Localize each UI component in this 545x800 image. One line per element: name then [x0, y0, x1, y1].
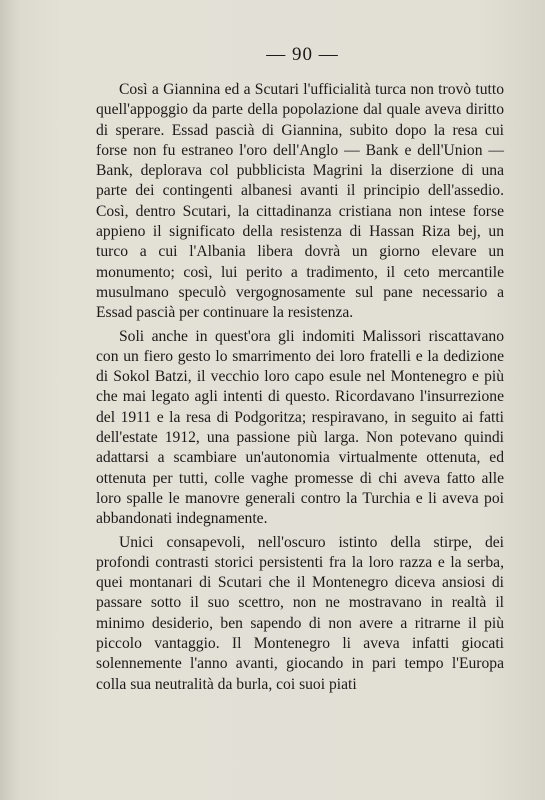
paragraph: Soli anche in quest'ora gli indomiti Malissori riscattavano con un fiero gesto lo smarrimento dei loro fratelli e la dedizione di Sokol Batzi, il vecchio loro capo esule nel Montenegro e più che mai legato agli intenti di questo. Ricordavano l'insurrezione del 1911 e la resa di Podgoritza; respiravano, in seguito ai fatti dell'estate 1912, una passione più larga. Non potevano quindi adattarsi a scambiare un'autonomia virtualmente ottenuta, ed ottenuta per tutti, colle vaghe promesse di chi aveva fatto alle loro spalle le manovre generali contro la Turchia e li aveva poi abbandonati indegnamente.	[96, 327, 504, 528]
body-text	[96, 80, 504, 695]
page-number: — 90 —	[266, 44, 339, 65]
paragraph: Così a Giannina ed a Scutari l'ufficialità turca non trovò tutto quell'appoggio da parte della popolazione dal quale aveva diritto di sperare. Essad pascià di Giannina, subito dopo la resa cui forse non fu estraneo l'oro dell'Anglo — Bank e dell'Union — Bank, deplorava col pubblicista Magrini la diserzione di una parte dei contingenti albanesi avanti il principio dell'assedio. Così, dentro Scutari, la cittadinanza cristiana non intese forse appieno il significato della resistenza di Hassan Riza bej, un turco a cui l'Albania libera dovrà un giorno elevare un monumento; così, lui perito a tradimento, il ceto mercantile musulmano speculò vergognosamente sul pane necessario a Essad pascià per continuare la resistenza.	[96, 81, 504, 322]
paragraph: Unici consapevoli, nell'oscuro istinto della stirpe, dei profondi contrasti storici persistenti fra la loro razza e la serba, quei montanari di Scutari che il Montenegro diceva ansiosi di passare sotto il suo scettro, non ne mostravano in realtà il minimo desiderio, ben sapendo di non avere a ritrarne il più piccolo vantaggio. Il Montenegro li aveva infatti giocati solennemente l'anno avanti, giocando in pari tempo l'Europa colla sua neutralità da burla, coi suoi piati	[96, 533, 504, 693]
